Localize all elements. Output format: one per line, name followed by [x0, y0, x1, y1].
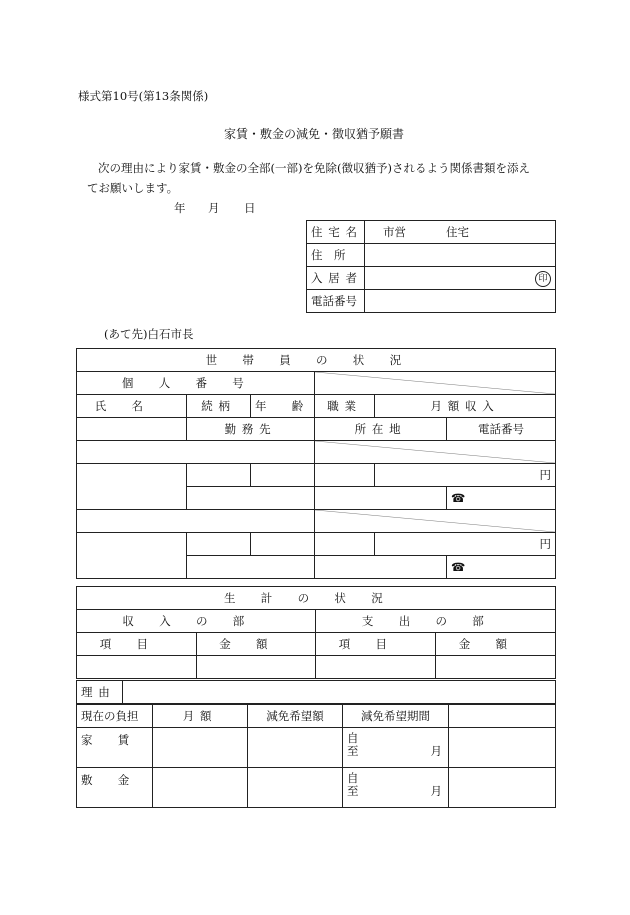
- member2-age[interactable]: [251, 533, 315, 556]
- name-header: 氏名: [77, 395, 187, 418]
- address-label: 住 所: [307, 244, 365, 267]
- rent-label: 家賃: [77, 728, 153, 768]
- member2-phone[interactable]: [447, 556, 556, 579]
- blank-cell: [449, 768, 556, 808]
- blank-cell: [449, 705, 556, 728]
- income-item-header: 項目: [77, 633, 197, 656]
- member1-age[interactable]: [251, 464, 315, 487]
- job-header: 職業: [315, 395, 375, 418]
- member1-job[interactable]: [315, 464, 375, 487]
- intro-line-1: 次の理由により家賃・敷金の全部(一部)を免除(徴収猶予)されるよう関係書類を添え: [98, 161, 530, 175]
- member2-income[interactable]: [375, 533, 556, 556]
- member2-name[interactable]: [77, 533, 187, 579]
- reason-field[interactable]: [123, 681, 556, 704]
- telephone-icon: ☎: [451, 560, 466, 574]
- member2-number[interactable]: [77, 510, 315, 533]
- period-to: 至: [347, 744, 359, 758]
- period-from: 自: [347, 731, 359, 745]
- personal-number-label: 個人番号: [77, 372, 315, 395]
- date-month: 月: [208, 201, 220, 215]
- deposit-monthly[interactable]: [153, 768, 248, 808]
- form-number: 様式第10号(第13条関係): [78, 89, 209, 103]
- deposit-label: 敷金: [77, 768, 153, 808]
- rent-period[interactable]: [343, 728, 449, 768]
- address-field[interactable]: [365, 244, 556, 267]
- work-phone-header: 電話番号: [447, 418, 556, 441]
- yen-label: 円: [539, 537, 552, 551]
- member1-location[interactable]: [315, 487, 447, 510]
- name-header-cont: [77, 418, 187, 441]
- desired-period-header: 減免希望期間: [343, 705, 449, 728]
- expense-section: 支出の部: [316, 610, 556, 633]
- member1-workplace[interactable]: [187, 487, 315, 510]
- housing-suffix: 住宅: [446, 225, 469, 239]
- addressee: (あて先)白石市長: [104, 327, 194, 341]
- housing-field[interactable]: [365, 221, 556, 244]
- blank-cell: [449, 728, 556, 768]
- income-section: 収入の部: [77, 610, 316, 633]
- living-table: [76, 586, 556, 679]
- housing-label: 住宅名: [307, 221, 365, 244]
- income-amount-header: 金額: [197, 633, 316, 656]
- date-year: 年: [174, 201, 186, 215]
- burden-table: [76, 704, 556, 808]
- member2-job[interactable]: [315, 533, 375, 556]
- date-day: 日: [244, 201, 256, 215]
- member2-relation[interactable]: [187, 533, 251, 556]
- period-month: 月: [430, 784, 442, 798]
- income-amount[interactable]: [197, 656, 316, 679]
- income-item[interactable]: [77, 656, 197, 679]
- member1-name[interactable]: [77, 464, 187, 510]
- member1-income[interactable]: [375, 464, 556, 487]
- monthly-header: 月額: [153, 705, 248, 728]
- period-month: 月: [430, 744, 442, 758]
- deposit-period[interactable]: [343, 768, 449, 808]
- resident-label: 入居者: [307, 267, 365, 290]
- member2-location[interactable]: [315, 556, 447, 579]
- phone-field[interactable]: [365, 290, 556, 313]
- burden-header: 現在の負担: [77, 705, 153, 728]
- income-header: 月額収入: [375, 395, 556, 418]
- expense-item[interactable]: [316, 656, 436, 679]
- age-header: 年齢: [251, 395, 315, 418]
- reason-label: 理由: [77, 681, 123, 704]
- member1-number[interactable]: [77, 441, 315, 464]
- phone-label: 電話番号: [307, 290, 365, 313]
- deposit-desired[interactable]: [248, 768, 343, 808]
- member2-diagonal: [315, 510, 556, 533]
- desired-amount-header: 減免希望額: [248, 705, 343, 728]
- member1-relation[interactable]: [187, 464, 251, 487]
- resident-field[interactable]: [365, 267, 556, 290]
- member1-phone[interactable]: [447, 487, 556, 510]
- member2-workplace[interactable]: [187, 556, 315, 579]
- relation-header: 続柄: [187, 395, 251, 418]
- period-from: 自: [347, 771, 359, 785]
- applicant-table: [306, 220, 556, 313]
- location-header: 所在地: [315, 418, 447, 441]
- yen-label: 円: [539, 468, 552, 482]
- period-to: 至: [347, 784, 359, 798]
- expense-item-header: 項目: [316, 633, 436, 656]
- personal-number-diagonal: [315, 372, 556, 395]
- expense-amount-header: 金額: [436, 633, 556, 656]
- intro-line-2: てお願いします。: [87, 181, 179, 195]
- rent-desired[interactable]: [248, 728, 343, 768]
- household-header: 世帯員の状況: [77, 349, 556, 372]
- housing-prefix: 市営: [383, 225, 406, 239]
- rent-monthly[interactable]: [153, 728, 248, 768]
- member1-diagonal: [315, 441, 556, 464]
- living-header: 生計の状況: [77, 587, 556, 610]
- telephone-icon: ☎: [451, 491, 466, 505]
- form-title: 家賃・敷金の減免・徴収猶予願書: [224, 127, 405, 141]
- workplace-header: 勤務先: [187, 418, 315, 441]
- expense-amount[interactable]: [436, 656, 556, 679]
- reason-table: [76, 680, 556, 704]
- household-table: [76, 348, 556, 579]
- seal-icon: 印: [535, 271, 551, 287]
